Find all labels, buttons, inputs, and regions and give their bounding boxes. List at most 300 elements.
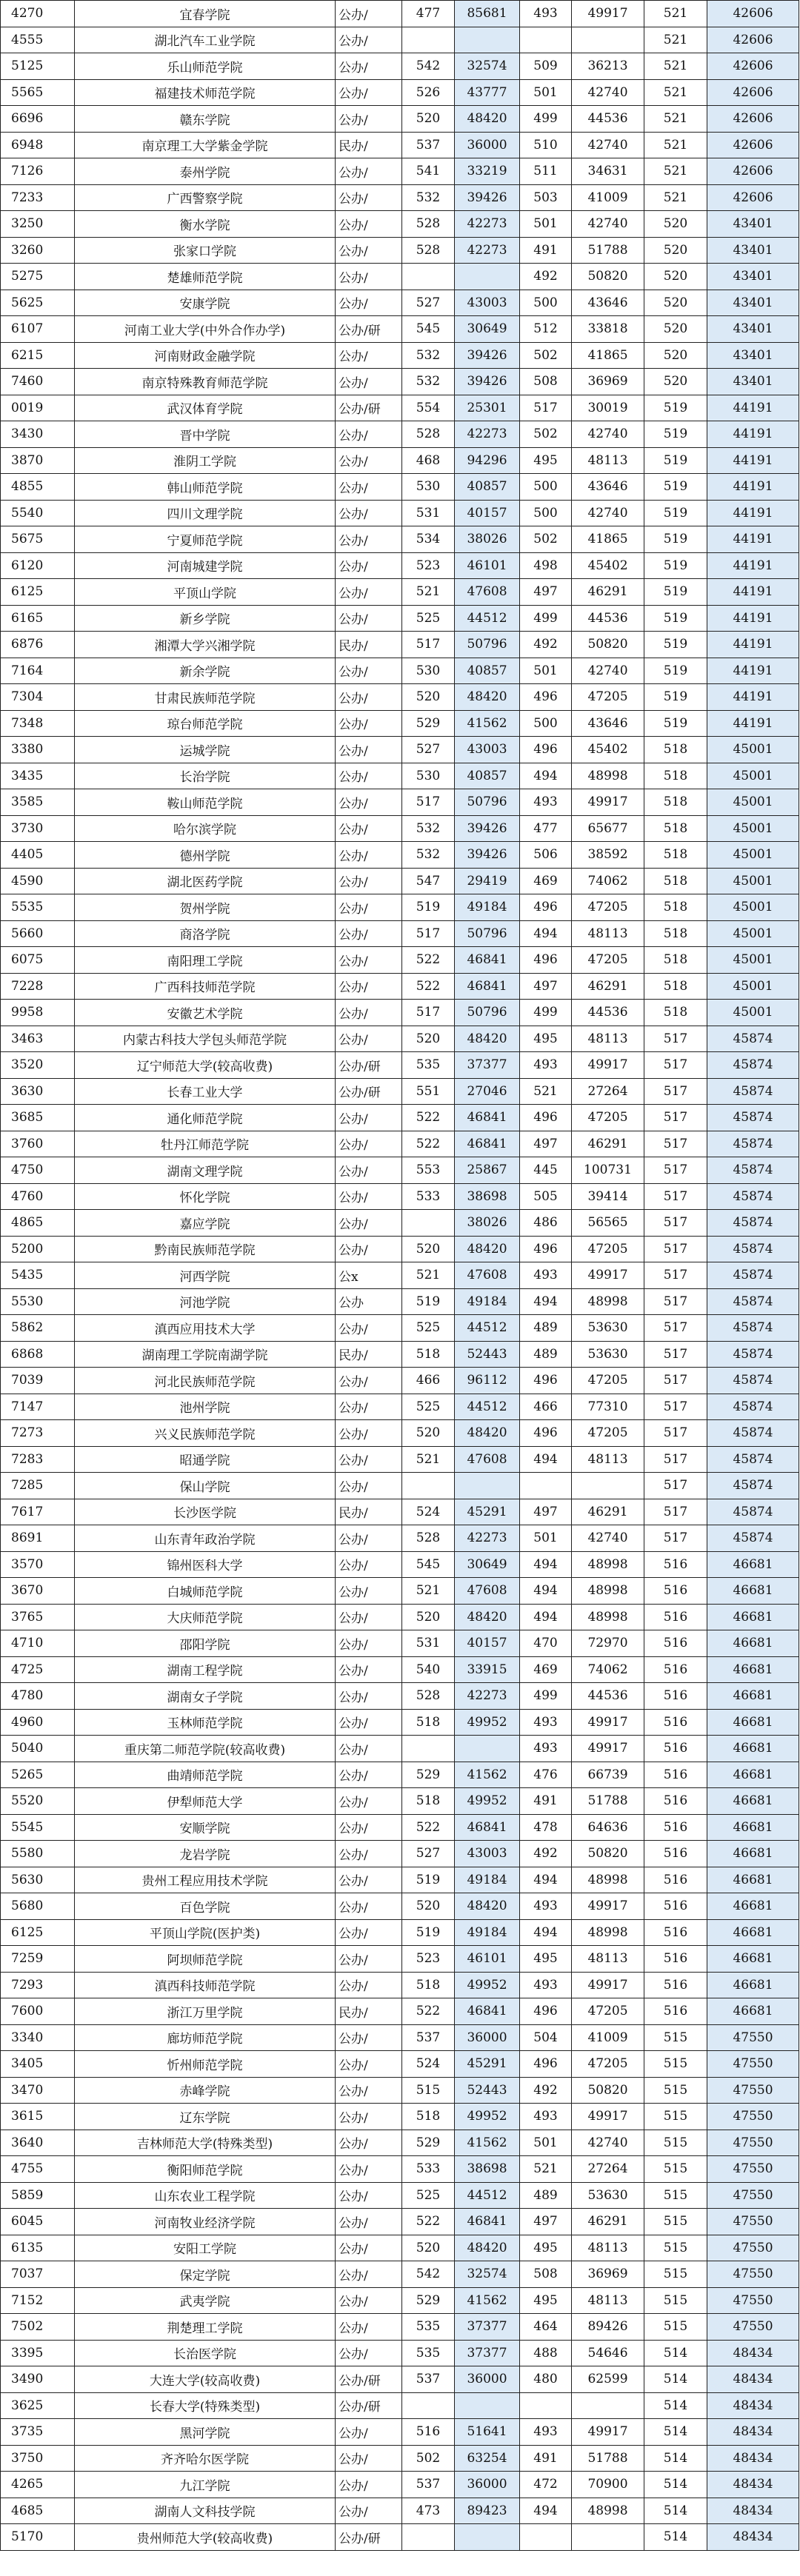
score-cell: 515 bbox=[644, 2314, 707, 2341]
rank-cell: 65677 bbox=[572, 815, 644, 842]
score-cell: 493 bbox=[520, 1709, 572, 1736]
school-code-cell: 4265 bbox=[1, 2472, 75, 2498]
rank-cell: 48998 bbox=[572, 1288, 644, 1315]
school-name-cell: 荆楚理工学院 bbox=[75, 2314, 336, 2341]
score-cell: 503 bbox=[520, 184, 572, 211]
school-code-cell: 7152 bbox=[1, 2287, 75, 2314]
score-cell bbox=[520, 2392, 572, 2419]
score-cell: 530 bbox=[402, 658, 455, 684]
rank-cell: 46841 bbox=[455, 973, 520, 1000]
score-cell: 519 bbox=[644, 605, 707, 632]
school-type-cell: 公办/ bbox=[336, 1972, 402, 1998]
rank-cell: 44191 bbox=[707, 710, 799, 737]
rank-cell: 39426 bbox=[455, 815, 520, 842]
table-row bbox=[1, 211, 799, 238]
school-type-cell: 公办/ bbox=[336, 2472, 402, 2498]
school-type-cell: 公办/研 bbox=[336, 316, 402, 343]
rank-cell: 42740 bbox=[572, 2130, 644, 2156]
score-cell bbox=[520, 27, 572, 53]
rank-cell: 46291 bbox=[572, 1499, 644, 1525]
school-name-cell: 山东青年政治学院 bbox=[75, 1525, 336, 1552]
school-code-cell: 3463 bbox=[1, 1026, 75, 1052]
rank-cell: 49917 bbox=[572, 1972, 644, 1998]
rank-cell: 36213 bbox=[572, 53, 644, 80]
school-name-cell: 安康学院 bbox=[75, 290, 336, 316]
rank-cell: 32574 bbox=[455, 2261, 520, 2288]
table-row bbox=[1, 1919, 799, 1946]
rank-cell: 41562 bbox=[455, 710, 520, 737]
rank-cell: 44191 bbox=[707, 632, 799, 658]
rank-cell: 45001 bbox=[707, 894, 799, 921]
school-name-cell: 牡丹江师范学院 bbox=[75, 1131, 336, 1157]
score-cell: 521 bbox=[644, 184, 707, 211]
school-type-cell: 公办/ bbox=[336, 1788, 402, 1815]
table-row bbox=[1, 1972, 799, 1998]
rank-cell: 50820 bbox=[572, 1841, 644, 1867]
school-code-cell: 5125 bbox=[1, 53, 75, 80]
rank-cell: 43401 bbox=[707, 237, 799, 264]
score-cell: 529 bbox=[402, 1762, 455, 1788]
score-cell: 524 bbox=[402, 1499, 455, 1525]
school-type-cell: 公办/ bbox=[336, 710, 402, 737]
rank-cell: 48998 bbox=[572, 1551, 644, 1578]
score-cell: 493 bbox=[520, 1052, 572, 1079]
table-row bbox=[1, 158, 799, 185]
school-name-cell: 玉林师范学院 bbox=[75, 1709, 336, 1736]
school-code-cell: 7502 bbox=[1, 2314, 75, 2341]
score-cell: 519 bbox=[402, 1867, 455, 1893]
table-row bbox=[1, 342, 799, 369]
score-cell: 527 bbox=[402, 1841, 455, 1867]
school-name-cell: 吉林师范大学(特殊类型) bbox=[75, 2130, 336, 2156]
score-cell: 515 bbox=[644, 2051, 707, 2078]
school-code-cell: 4780 bbox=[1, 1683, 75, 1710]
school-type-cell: 公办/ bbox=[336, 763, 402, 789]
school-name-cell: 韩山师范学院 bbox=[75, 474, 336, 501]
school-name-cell: 商洛学院 bbox=[75, 920, 336, 947]
score-cell: 522 bbox=[402, 1998, 455, 2025]
rank-cell: 48420 bbox=[455, 1420, 520, 1447]
table-row bbox=[1, 1630, 799, 1657]
table-row bbox=[1, 2261, 799, 2288]
school-name-cell: 乐山师范学院 bbox=[75, 53, 336, 80]
school-code-cell: 7273 bbox=[1, 1420, 75, 1447]
score-cell: 514 bbox=[644, 2366, 707, 2393]
school-code-cell: 3625 bbox=[1, 2392, 75, 2419]
school-type-cell: 公办/ bbox=[336, 2104, 402, 2130]
school-name-cell: 安阳工学院 bbox=[75, 2235, 336, 2261]
school-name-cell: 湖南工程学院 bbox=[75, 1656, 336, 1683]
school-type-cell: 公办/ bbox=[336, 2287, 402, 2314]
table-row bbox=[1, 1210, 799, 1237]
rank-cell: 49917 bbox=[572, 1, 644, 27]
school-name-cell: 哈尔滨学院 bbox=[75, 815, 336, 842]
school-code-cell: 3640 bbox=[1, 2130, 75, 2156]
score-cell bbox=[402, 1736, 455, 1762]
rank-cell: 42273 bbox=[455, 211, 520, 238]
rank-cell: 45874 bbox=[707, 1315, 799, 1342]
rank-cell: 41562 bbox=[455, 2287, 520, 2314]
score-cell: 514 bbox=[644, 2472, 707, 2498]
school-code-cell: 5200 bbox=[1, 1236, 75, 1262]
school-name-cell: 南京理工大学紫金学院 bbox=[75, 132, 336, 158]
rank-cell: 52443 bbox=[455, 1341, 520, 1368]
table-row bbox=[1, 2077, 799, 2104]
rank-cell: 47205 bbox=[572, 1368, 644, 1394]
school-type-cell: 公办/ bbox=[336, 2340, 402, 2366]
score-cell: 519 bbox=[644, 684, 707, 711]
score-cell: 516 bbox=[644, 1656, 707, 1683]
school-code-cell: 5040 bbox=[1, 1736, 75, 1762]
rank-cell: 45874 bbox=[707, 1499, 799, 1525]
school-type-cell: 公办/ bbox=[336, 1131, 402, 1157]
school-code-cell: 3380 bbox=[1, 737, 75, 763]
school-name-cell: 九江学院 bbox=[75, 2472, 336, 2498]
rank-cell: 48113 bbox=[572, 1946, 644, 1973]
rank-cell: 49184 bbox=[455, 1919, 520, 1946]
rank-cell: 48434 bbox=[707, 2419, 799, 2446]
school-code-cell: 7037 bbox=[1, 2261, 75, 2288]
score-cell: 493 bbox=[520, 1972, 572, 1998]
score-cell bbox=[402, 1473, 455, 1499]
score-cell: 517 bbox=[644, 1236, 707, 1262]
school-name-cell: 长沙医学院 bbox=[75, 1499, 336, 1525]
table-row bbox=[1, 2366, 799, 2393]
school-name-cell: 浙江万里学院 bbox=[75, 1998, 336, 2025]
rank-cell: 42740 bbox=[572, 500, 644, 526]
score-cell: 494 bbox=[520, 1446, 572, 1473]
rank-cell: 45291 bbox=[455, 2051, 520, 2078]
school-name-cell: 长春大学(特殊类型) bbox=[75, 2392, 336, 2419]
school-name-cell: 池州学院 bbox=[75, 1394, 336, 1420]
rank-cell: 45874 bbox=[707, 1446, 799, 1473]
rank-cell: 45001 bbox=[707, 1000, 799, 1026]
table-row bbox=[1, 1315, 799, 1342]
score-cell: 533 bbox=[402, 1183, 455, 1210]
score-cell: 519 bbox=[644, 500, 707, 526]
score-cell: 504 bbox=[520, 2024, 572, 2051]
score-cell: 537 bbox=[402, 132, 455, 158]
school-type-cell: 公办/ bbox=[336, 1683, 402, 1710]
rank-cell: 48113 bbox=[572, 447, 644, 474]
table-row bbox=[1, 2445, 799, 2472]
score-cell: 496 bbox=[520, 1236, 572, 1262]
school-type-cell: 民办/ bbox=[336, 632, 402, 658]
rank-cell: 43401 bbox=[707, 264, 799, 290]
rank-cell bbox=[455, 2524, 520, 2551]
rank-cell: 40157 bbox=[455, 1630, 520, 1657]
school-type-cell: 公办/ bbox=[336, 1946, 402, 1973]
school-code-cell: 6215 bbox=[1, 342, 75, 369]
rank-cell: 27264 bbox=[572, 2156, 644, 2183]
school-name-cell: 锦州医科大学 bbox=[75, 1551, 336, 1578]
rank-cell: 38698 bbox=[455, 1183, 520, 1210]
score-cell: 519 bbox=[644, 658, 707, 684]
school-name-cell: 河北民族师范学院 bbox=[75, 1368, 336, 1394]
rank-cell: 52443 bbox=[455, 2077, 520, 2104]
school-name-cell: 湖南女子学院 bbox=[75, 1683, 336, 1710]
rank-cell: 45874 bbox=[707, 1052, 799, 1079]
school-name-cell: 赤峰学院 bbox=[75, 2077, 336, 2104]
score-cell bbox=[402, 2392, 455, 2419]
school-type-cell: 公办/ bbox=[336, 973, 402, 1000]
rank-cell: 44512 bbox=[455, 1315, 520, 1342]
school-code-cell: 3685 bbox=[1, 1105, 75, 1131]
score-cell: 518 bbox=[644, 789, 707, 816]
score-cell: 495 bbox=[520, 1946, 572, 1973]
rank-cell: 45874 bbox=[707, 1288, 799, 1315]
school-name-cell: 辽宁师范大学(较高收费) bbox=[75, 1052, 336, 1079]
school-code-cell: 6876 bbox=[1, 632, 75, 658]
table-row bbox=[1, 947, 799, 974]
rank-cell: 46681 bbox=[707, 1683, 799, 1710]
score-cell: 541 bbox=[402, 158, 455, 185]
table-row bbox=[1, 2314, 799, 2341]
school-code-cell: 6948 bbox=[1, 132, 75, 158]
rank-cell: 39426 bbox=[455, 184, 520, 211]
score-cell: 515 bbox=[644, 2209, 707, 2235]
table-row bbox=[1, 1551, 799, 1578]
score-cell: 497 bbox=[520, 1499, 572, 1525]
table-row bbox=[1, 1683, 799, 1710]
rank-cell: 49952 bbox=[455, 1972, 520, 1998]
rank-cell bbox=[455, 2392, 520, 2419]
school-name-cell: 武汉体育学院 bbox=[75, 395, 336, 421]
rank-cell: 43401 bbox=[707, 342, 799, 369]
rank-cell: 48420 bbox=[455, 2235, 520, 2261]
rank-cell: 51641 bbox=[455, 2419, 520, 2446]
rank-cell: 42740 bbox=[572, 658, 644, 684]
rank-cell: 36000 bbox=[455, 132, 520, 158]
school-code-cell: 4865 bbox=[1, 1210, 75, 1237]
rank-cell: 48420 bbox=[455, 1893, 520, 1920]
school-code-cell: 7460 bbox=[1, 369, 75, 395]
score-cell: 518 bbox=[402, 1788, 455, 1815]
rank-cell: 85681 bbox=[455, 1, 520, 27]
rank-cell: 45874 bbox=[707, 1236, 799, 1262]
rank-cell: 27264 bbox=[572, 1078, 644, 1105]
score-cell: 518 bbox=[644, 868, 707, 894]
score-cell: 515 bbox=[644, 2182, 707, 2209]
table-row bbox=[1, 763, 799, 789]
score-cell: 519 bbox=[644, 710, 707, 737]
rank-cell: 47550 bbox=[707, 2261, 799, 2288]
school-name-cell: 河南牧业经济学院 bbox=[75, 2209, 336, 2235]
school-name-cell: 湖南文理学院 bbox=[75, 1157, 336, 1184]
rank-cell: 50796 bbox=[455, 920, 520, 947]
score-cell: 514 bbox=[644, 2419, 707, 2446]
school-code-cell: 7126 bbox=[1, 158, 75, 185]
school-name-cell: 廊坊师范学院 bbox=[75, 2024, 336, 2051]
school-type-cell: 公办/ bbox=[336, 1420, 402, 1447]
score-cell: 522 bbox=[402, 1105, 455, 1131]
score-cell: 519 bbox=[644, 632, 707, 658]
school-type-cell: 公办/ bbox=[336, 1210, 402, 1237]
school-type-cell: 公办/ bbox=[336, 53, 402, 80]
score-cell: 517 bbox=[402, 789, 455, 816]
table-row bbox=[1, 1026, 799, 1052]
rank-cell: 47608 bbox=[455, 1578, 520, 1605]
rank-cell: 30649 bbox=[455, 316, 520, 343]
school-code-cell: 5540 bbox=[1, 500, 75, 526]
school-code-cell: 3435 bbox=[1, 763, 75, 789]
table-row bbox=[1, 53, 799, 80]
score-cell: 518 bbox=[402, 1972, 455, 1998]
table-row bbox=[1, 395, 799, 421]
school-code-cell: 5545 bbox=[1, 1814, 75, 1841]
school-code-cell: 4590 bbox=[1, 868, 75, 894]
rank-cell: 47550 bbox=[707, 2182, 799, 2209]
score-cell: 521 bbox=[644, 158, 707, 185]
score-cell bbox=[520, 2524, 572, 2551]
rank-cell bbox=[455, 1736, 520, 1762]
table-row bbox=[1, 526, 799, 553]
score-cell: 520 bbox=[402, 1604, 455, 1630]
rank-cell: 50796 bbox=[455, 789, 520, 816]
score-cell bbox=[402, 2524, 455, 2551]
table-row bbox=[1, 1998, 799, 2025]
score-cell: 537 bbox=[402, 2366, 455, 2393]
school-name-cell: 河南财政金融学院 bbox=[75, 342, 336, 369]
rank-cell: 63254 bbox=[455, 2445, 520, 2472]
score-cell: 516 bbox=[644, 1946, 707, 1973]
score-cell: 520 bbox=[402, 1420, 455, 1447]
score-cell bbox=[402, 27, 455, 53]
score-cell: 519 bbox=[644, 421, 707, 448]
rank-cell bbox=[455, 1473, 520, 1499]
table-row bbox=[1, 2024, 799, 2051]
score-cell: 514 bbox=[644, 2524, 707, 2551]
rank-cell: 77310 bbox=[572, 1394, 644, 1420]
school-name-cell: 龙岩学院 bbox=[75, 1841, 336, 1867]
rank-cell: 54646 bbox=[572, 2340, 644, 2366]
rank-cell: 42606 bbox=[707, 1, 799, 27]
school-type-cell: 公办/ bbox=[336, 1394, 402, 1420]
rank-cell: 36000 bbox=[455, 2024, 520, 2051]
rank-cell: 49917 bbox=[572, 1736, 644, 1762]
rank-cell: 40857 bbox=[455, 763, 520, 789]
score-cell: 545 bbox=[402, 316, 455, 343]
table-row bbox=[1, 1525, 799, 1552]
school-type-cell: 公办/ bbox=[336, 1000, 402, 1026]
rank-cell: 47550 bbox=[707, 2287, 799, 2314]
rank-cell: 43401 bbox=[707, 290, 799, 316]
school-type-cell: 民办/ bbox=[336, 1499, 402, 1525]
rank-cell: 44512 bbox=[455, 605, 520, 632]
table-row bbox=[1, 264, 799, 290]
school-type-cell: 公办/ bbox=[336, 1446, 402, 1473]
rank-cell: 30019 bbox=[572, 395, 644, 421]
rank-cell: 32574 bbox=[455, 53, 520, 80]
score-cell: 518 bbox=[644, 920, 707, 947]
rank-cell: 30649 bbox=[455, 1551, 520, 1578]
table-row bbox=[1, 2182, 799, 2209]
school-code-cell: 4960 bbox=[1, 1709, 75, 1736]
school-name-cell: 泰州学院 bbox=[75, 158, 336, 185]
score-cell: 516 bbox=[644, 1788, 707, 1815]
rank-cell: 74062 bbox=[572, 1656, 644, 1683]
score-cell: 488 bbox=[520, 2340, 572, 2366]
score-cell: 532 bbox=[402, 369, 455, 395]
table-row bbox=[1, 1262, 799, 1289]
score-cell: 498 bbox=[520, 552, 572, 579]
table-row bbox=[1, 1499, 799, 1525]
table-row bbox=[1, 1157, 799, 1184]
rank-cell: 50820 bbox=[572, 2077, 644, 2104]
rank-cell: 62599 bbox=[572, 2366, 644, 2393]
rank-cell: 41865 bbox=[572, 342, 644, 369]
score-cell: 530 bbox=[402, 474, 455, 501]
rank-cell: 48998 bbox=[572, 763, 644, 789]
table-row bbox=[1, 1893, 799, 1920]
rank-cell: 47550 bbox=[707, 2209, 799, 2235]
rank-cell: 45001 bbox=[707, 973, 799, 1000]
school-type-cell: 民办/ bbox=[336, 132, 402, 158]
score-cell: 514 bbox=[644, 2498, 707, 2524]
school-name-cell: 昭通学院 bbox=[75, 1446, 336, 1473]
rank-cell: 43646 bbox=[572, 290, 644, 316]
score-cell: 519 bbox=[644, 447, 707, 474]
rank-cell: 42740 bbox=[572, 211, 644, 238]
school-name-cell: 平顶山学院(医护类) bbox=[75, 1919, 336, 1946]
rank-cell: 49184 bbox=[455, 1867, 520, 1893]
school-code-cell: 4405 bbox=[1, 842, 75, 869]
score-cell: 492 bbox=[520, 1841, 572, 1867]
rank-cell: 49184 bbox=[455, 894, 520, 921]
score-cell: 520 bbox=[644, 237, 707, 264]
score-cell: 516 bbox=[644, 1841, 707, 1867]
school-type-cell: 公办/ bbox=[336, 1473, 402, 1499]
rank-cell: 51788 bbox=[572, 1788, 644, 1815]
score-cell: 494 bbox=[520, 1867, 572, 1893]
score-cell: 519 bbox=[644, 395, 707, 421]
score-cell: 496 bbox=[520, 1998, 572, 2025]
score-cell: 512 bbox=[520, 316, 572, 343]
rank-cell: 45874 bbox=[707, 1525, 799, 1552]
school-type-cell: 公办/研 bbox=[336, 1078, 402, 1105]
table-row bbox=[1, 2498, 799, 2524]
rank-cell: 48434 bbox=[707, 2392, 799, 2419]
school-name-cell: 伊犁师范大学 bbox=[75, 1788, 336, 1815]
score-cell: 520 bbox=[402, 106, 455, 133]
score-cell: 521 bbox=[644, 53, 707, 80]
school-name-cell: 保定学院 bbox=[75, 2261, 336, 2288]
rank-cell: 46681 bbox=[707, 1762, 799, 1788]
score-cell: 502 bbox=[520, 421, 572, 448]
score-cell: 529 bbox=[402, 710, 455, 737]
score-cell: 517 bbox=[402, 920, 455, 947]
score-cell: 519 bbox=[644, 474, 707, 501]
rank-cell: 48434 bbox=[707, 2445, 799, 2472]
rank-cell: 47205 bbox=[572, 684, 644, 711]
table-row bbox=[1, 290, 799, 316]
school-code-cell: 3260 bbox=[1, 237, 75, 264]
school-type-cell: 公办/ bbox=[336, 79, 402, 106]
rank-cell: 47550 bbox=[707, 2235, 799, 2261]
school-code-cell: 6107 bbox=[1, 316, 75, 343]
table-row bbox=[1, 1078, 799, 1105]
score-cell: 535 bbox=[402, 1052, 455, 1079]
rank-cell: 42606 bbox=[707, 27, 799, 53]
score-cell: 502 bbox=[402, 2445, 455, 2472]
score-cell: 505 bbox=[520, 1183, 572, 1210]
score-cell: 520 bbox=[644, 342, 707, 369]
score-cell: 525 bbox=[402, 1394, 455, 1420]
rank-cell: 43777 bbox=[455, 79, 520, 106]
rank-cell: 48420 bbox=[455, 684, 520, 711]
rank-cell: 47550 bbox=[707, 2051, 799, 2078]
score-cell: 542 bbox=[402, 2261, 455, 2288]
